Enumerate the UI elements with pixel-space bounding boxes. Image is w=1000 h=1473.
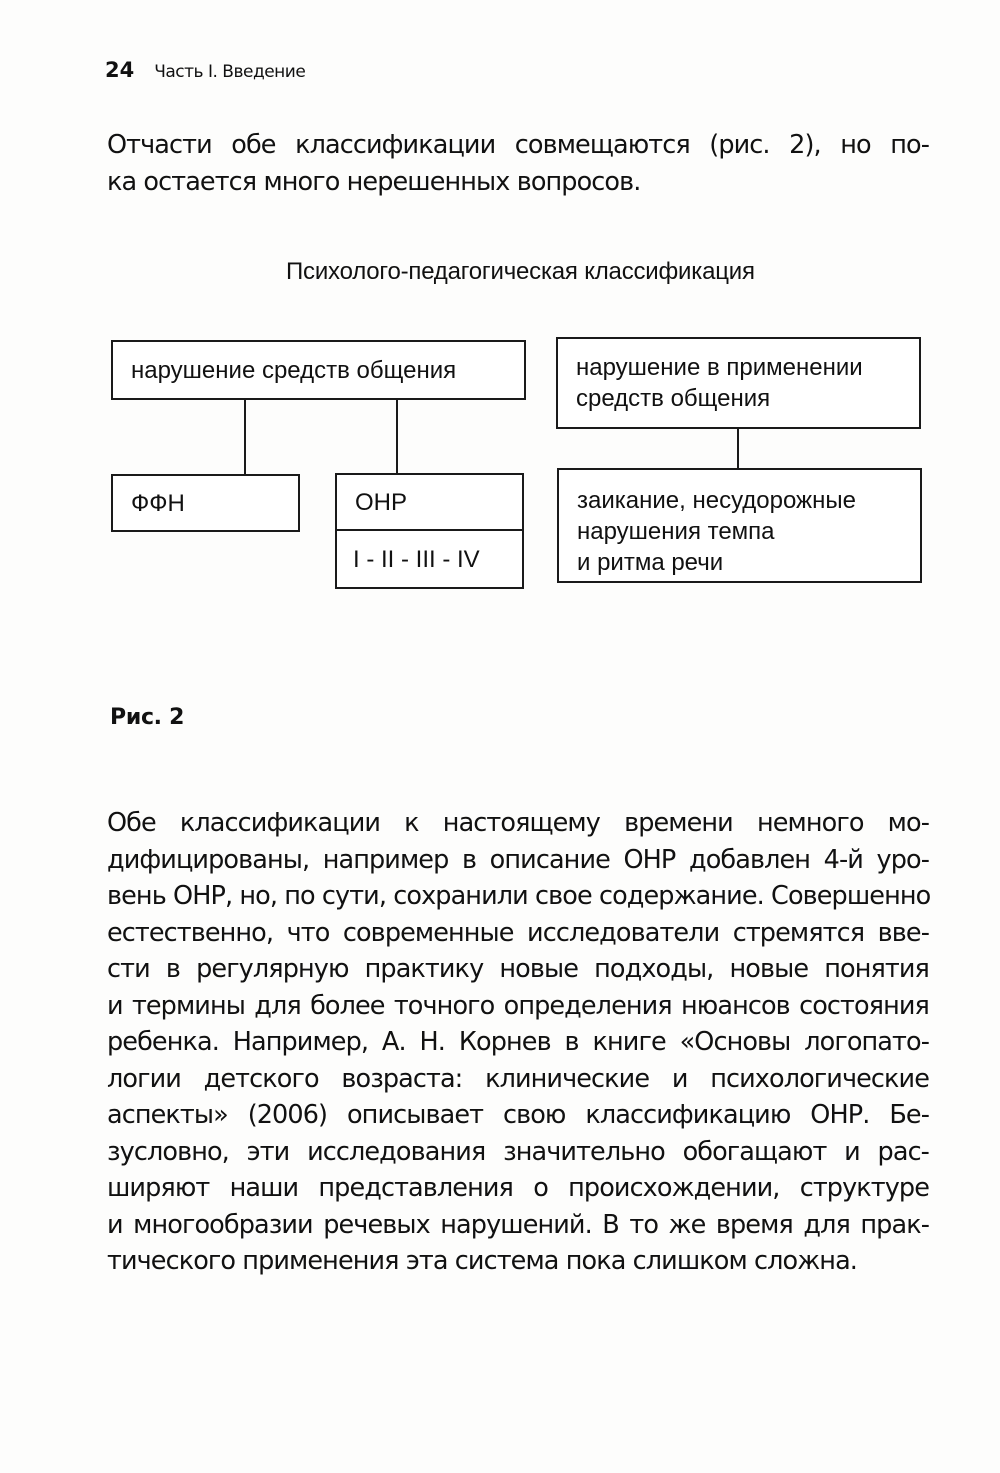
paragraph-line: Отчасти обе классификации совмещаются (рис. 2), но по- [107,130,929,160]
connector-line [737,428,739,469]
box-application-disorder: нарушение в применении средств общения [556,337,921,429]
connector-line [396,399,398,474]
paragraph-line: сти в регулярную практику новые подходы, новые понятия [107,954,929,984]
figure-caption: Рис. 2 [110,705,185,730]
paragraph-line: и термины для более точного определения нюансов состояния [107,990,929,1021]
paragraph-intro [107,127,929,200]
paragraph-line: тического применения эта система пока слишком сложна. [107,1246,857,1276]
page-number: 24 [105,58,135,82]
paragraph-line: аспекты» (2006) описывает свою классификацию ОНР. Бе- [107,1100,929,1130]
paragraph-line: естественно, что современные исследователи стремятся вве- [107,917,929,948]
box-ffn: ФФН [111,474,300,532]
running-title: Часть I. Введение [154,62,306,82]
paragraph-line: дифицированы, например в описание ОНР добавлен 4-й уро- [107,844,929,875]
paragraph-line: вень ОНР, но, по сути, сохранили свое содержание. Совершенно [107,881,931,911]
box-onr: ОНР [335,473,524,531]
box-means-disorder: нарушение средств общения [111,340,526,400]
paragraph-line: ка остается много нерешенных вопросов. [107,166,641,197]
paragraph-line: ребенка. Например, А. Н. Корнев в книге «Основы логопато- [107,1027,929,1057]
paragraph-line: и многообразии речевых нарушений. В то же время для прак- [107,1209,929,1240]
box-stuttering: заикание, несудорожные нарушения темпа и ритма речи [557,468,922,583]
connector-line [244,399,246,475]
paragraph-line: логии детского возраста: клинические и психологические [107,1063,929,1094]
paragraph-line: ширяют наши представления о происхождении, структуре [107,1173,929,1203]
running-header [105,58,305,82]
diagram-title: Психолого-педагогическая классификация [286,258,755,285]
paragraph-main [107,805,929,1280]
paragraph-line: зусловно, эти исследования значительно обогащают и рас- [107,1136,929,1167]
paragraph-line: Обе классификации к настоящему времени немного мо- [107,808,929,838]
box-onr-levels: I - II - III - IV [335,529,524,589]
